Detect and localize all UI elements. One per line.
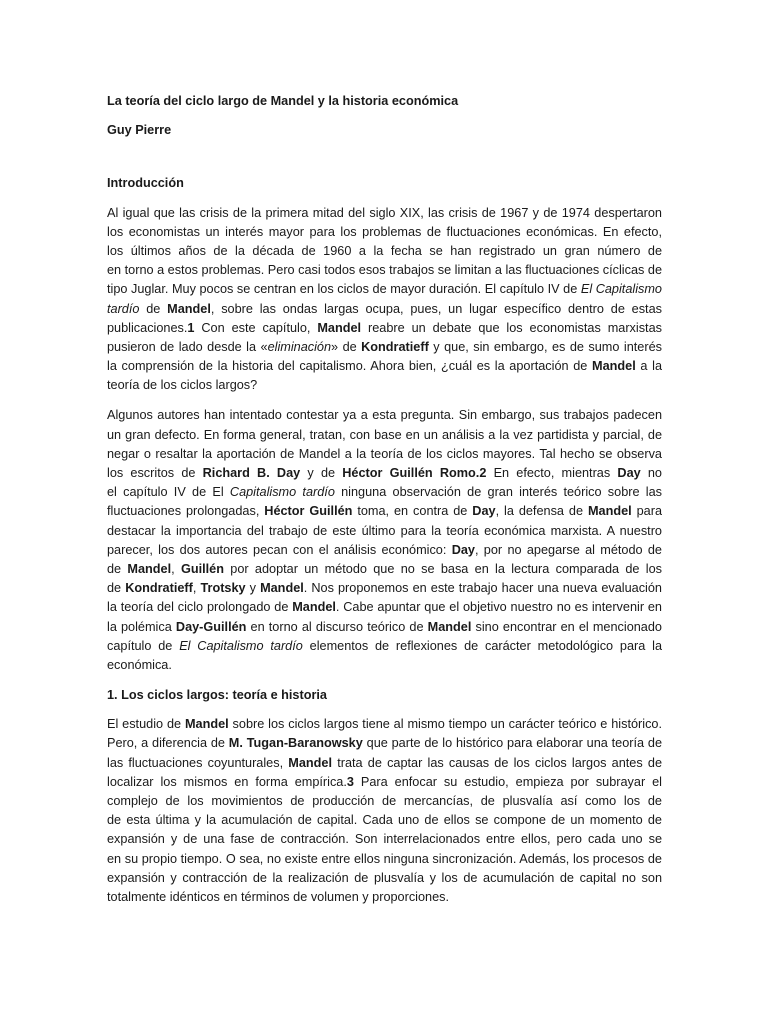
- bold-text: Mandel: [184, 717, 229, 732]
- bold-text: Mandel: [127, 561, 172, 576]
- text-line: [107, 502, 662, 521]
- bold-text: Mandel: [317, 320, 362, 335]
- section-heading-introduction: Introducción: [107, 176, 184, 191]
- text-line: [107, 888, 662, 907]
- text-line: [107, 242, 662, 261]
- text-run: y de: [300, 466, 343, 480]
- text-line: [107, 637, 662, 656]
- paragraph-1: [107, 204, 662, 396]
- text-run: por adoptar un método que no se basa en la lectura comparada de los: [230, 561, 662, 576]
- bold-text: Mandel: [292, 600, 336, 615]
- text-run: publicaciones.: [107, 320, 188, 335]
- text-line: [107, 792, 662, 811]
- text-run: . Cabe apuntar que el objetivo nuestro no es intervenir en: [335, 600, 662, 615]
- text-run: En efecto, mientras: [486, 466, 618, 480]
- text-line: [107, 464, 662, 483]
- text-run: El estudio de: [107, 717, 185, 732]
- text-run: y que, sin embargo, es de sumo interés: [433, 339, 662, 354]
- text-line: [107, 357, 662, 376]
- text-run: sobre los ciclos largos tiene al mismo tiempo un carácter teórico e histórico.: [228, 717, 662, 732]
- bold-text: Trotsky: [200, 581, 246, 596]
- text-run: trata de captar las causas de los ciclos largos antes de: [332, 755, 662, 770]
- italic-text: eliminación: [267, 339, 332, 354]
- italic-text: tardío: [107, 301, 140, 316]
- text-line: [107, 338, 662, 357]
- text-line: [107, 376, 662, 395]
- bold-text: Mandel: [167, 301, 211, 316]
- bold-text: Héctor Guillén: [264, 504, 353, 519]
- text-run: Al igual que las crisis de la primera mitad del siglo XIX, las crisis de 1967 y de 1974 despertaron: [107, 205, 662, 220]
- text-line: [107, 811, 662, 830]
- bold-text: Mandel: [288, 755, 333, 770]
- text-run: a la: [635, 359, 662, 374]
- text-run: . Nos proponemos en este trabajo hacer una nueva evaluación: [303, 581, 662, 596]
- text-run: la polémica: [107, 619, 176, 634]
- bold-text: Mandel: [260, 581, 304, 596]
- text-line: [107, 483, 662, 502]
- text-run: Algunos autores han intentado contestar ya a esta pregunta. Sin embargo, sus trabajos padecen: [107, 408, 662, 423]
- text-run: la comprensión de la historia del capitalismo. Ahora bien, ¿cuál es la aportación de: [107, 359, 593, 374]
- text-run: para: [631, 504, 662, 519]
- text-line: [107, 280, 662, 299]
- bold-text: Day: [472, 504, 496, 519]
- text-run: de: [107, 581, 126, 596]
- text-run: un gran defecto. En forma general, tratan, con base en un análisis a la vez partidista y parcial, de: [107, 427, 662, 442]
- text-line: [107, 734, 662, 753]
- document-page: [107, 92, 662, 918]
- text-run: sino encontrar en el mencionado: [471, 619, 662, 634]
- text-line: [107, 830, 662, 849]
- text-run: ,: [192, 581, 201, 596]
- text-line: [107, 426, 662, 445]
- text-run: Para enfocar su estudio, empieza por subrayar el: [360, 774, 662, 789]
- bold-text: 3: [346, 774, 354, 789]
- text-run: , la defensa de: [495, 504, 588, 519]
- text-line: [107, 522, 662, 541]
- text-run: los economistas un interés mayor para los problemas de fluctuaciones económicas. En efecto,: [107, 224, 662, 239]
- text-line: [107, 541, 662, 560]
- text-run: no: [647, 466, 662, 480]
- text-run: tipo Juglar. Muy pocos se centran en los ciclos de mayor duración. El capítulo IV de: [107, 282, 581, 297]
- text-run: de: [139, 301, 168, 316]
- italic-text: El Capitalismo: [580, 282, 662, 297]
- text-run: localizar los mismos en forma empírica.: [107, 774, 347, 789]
- bold-text: Mandel: [587, 504, 632, 519]
- text-line: [107, 579, 662, 598]
- text-run: Pero, a diferencia de: [107, 736, 229, 751]
- bold-text: 1: [187, 320, 195, 335]
- bold-text: Kondratieff: [361, 339, 429, 354]
- text-line: [107, 261, 662, 280]
- text-line: [107, 319, 662, 338]
- text-run: pusieron de lado desde la «: [107, 339, 268, 354]
- text-line: [107, 715, 662, 734]
- bold-text: Day: [617, 466, 641, 480]
- text-run: teoría de los ciclos largos?: [107, 378, 258, 393]
- bold-text: Kondratieff: [125, 581, 193, 596]
- bold-text: Richard B. Day: [202, 466, 301, 480]
- text-line: [107, 204, 662, 223]
- text-run: » de: [331, 339, 362, 354]
- text-run: , por no apegarse al método de: [474, 542, 662, 557]
- text-line: [107, 754, 662, 773]
- text-run: en torno a estos problemas. Pero casi todos esos trabajos se limitan a las fluctuaciones cíclicas de: [107, 263, 662, 278]
- paragraph-3: [107, 715, 662, 907]
- text-run: destacar la importancia del trabajo de este último para la teoría económica marxista. A nuestro: [107, 523, 662, 538]
- text-run: elementos de reflexiones de carácter metodológico para la: [309, 638, 662, 653]
- text-run: y: [245, 581, 261, 596]
- text-run: expansión y contracción de la realización de plusvalía y los de acumulación de capital no son: [107, 870, 662, 885]
- text-run: negar o resaltar la aportación de Mandel a la teoría de los ciclos mayores. Tal hecho se observa: [107, 446, 662, 461]
- text-run: de esta última y la acumulación de capital. Cada uno de ellos se compone de un momento de: [107, 813, 662, 828]
- text-run: ,: [171, 561, 181, 576]
- text-run: parecer, los dos autores pecan con el análisis económico:: [107, 542, 452, 557]
- italic-text: El Capitalismo tardío: [179, 638, 303, 653]
- paragraph-2: [107, 406, 662, 675]
- document-title: La teoría del ciclo largo de Mandel y la historia económica: [107, 94, 459, 108]
- text-run: el capítulo IV de El: [107, 485, 230, 500]
- text-line: [107, 656, 662, 675]
- text-run: Con este capítulo,: [194, 320, 318, 335]
- text-run: los escritos de: [107, 466, 203, 480]
- bold-text: Guillén: [180, 561, 224, 576]
- text-run: complejo de los movimientos de producción de mercancías, de plusvalía así como los de: [107, 794, 662, 808]
- bold-text: Day: [451, 542, 475, 557]
- bold-text: Mandel: [427, 619, 472, 634]
- text-run: las fluctuaciones coyunturales,: [107, 755, 289, 770]
- text-run: expansión y de una fase de contracción. Son interrelacionados entre ellos, pero cada uno se: [107, 832, 662, 847]
- text-run: los últimos años de la década de 1960 a la fecha se han registrado un gran número de: [107, 243, 662, 258]
- text-run: fluctuaciones prolongadas,: [107, 504, 265, 519]
- text-run: toma, en contra de: [352, 504, 473, 519]
- text-line: [107, 223, 662, 242]
- text-line: [107, 406, 662, 425]
- text-run: de: [107, 561, 128, 576]
- document-author: Guy Pierre: [107, 123, 172, 138]
- text-line: [107, 598, 662, 617]
- text-line: [107, 560, 662, 579]
- bold-text: Day-Guillén: [175, 619, 247, 634]
- text-run: totalmente idénticos en términos de volumen y proporciones.: [107, 889, 450, 904]
- text-run: en su propio tiempo. O sea, no existe entre ellos ninguna sincronización. Además, los procesos de: [107, 851, 662, 866]
- text-run: capítulo de: [107, 638, 180, 653]
- text-run: , sobre las ondas largas ocupa, pues, un lugar específico dentro de estas: [210, 301, 662, 316]
- text-run: que parte de lo histórico para elaborar una teoría de: [362, 736, 662, 751]
- bold-text: 2: [479, 466, 487, 480]
- bold-text: Mandel: [592, 359, 636, 374]
- bold-text: Héctor Guillén Romo.: [342, 466, 480, 480]
- text-line: [107, 850, 662, 869]
- text-line: [107, 773, 662, 792]
- text-run: la teoría del ciclo prolongado de: [107, 600, 293, 615]
- text-run: ninguna observación de gran interés teórico sobre las: [334, 485, 662, 500]
- text-run: económica.: [107, 657, 172, 672]
- text-line: [107, 618, 662, 637]
- text-run: en torno al discurso teórico de: [246, 619, 428, 634]
- text-line: [107, 445, 662, 464]
- italic-text: Capitalismo tardío: [229, 485, 335, 500]
- section-heading-1: 1. Los ciclos largos: teoría e historia: [107, 688, 327, 703]
- text-line: [107, 300, 662, 319]
- bold-text: M. Tugan-Baranowsky: [228, 736, 363, 751]
- text-line: [107, 869, 662, 888]
- text-run: reabre un debate que los economistas marxistas: [361, 320, 662, 335]
